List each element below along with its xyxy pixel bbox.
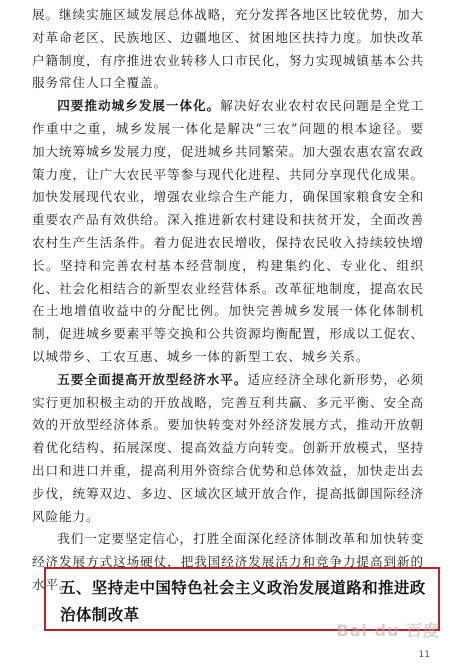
watermark-logo: Bai du 百度	[336, 621, 440, 640]
paragraph-continuation: 展。继续实施区域发展总体战略，充分发挥各地区比较优势，加大对革命老区、民族地区、边疆地区、贫困地区扶持力度。加快改革户籍制度，有序推进农业转移人口市民化，努力实现城镇基本公共服务常住人口全覆盖。	[32, 7, 424, 91]
paragraph-urban-rural	[32, 95, 424, 369]
page-number: 11	[418, 650, 430, 660]
paragraph-text: 解决好农业农村农民问题是全党工作重中之重，城乡发展一体化是解决“三农”问题的根本途径。要加大统筹城乡发展力度，促进城乡共同繁荣。加大强农惠农富农政策力度，让广大农民平等参与现代化进程、共同分享现代化成果。加快发展现代农业，增强农业综合生产能力，确保国家粮食安全和重要农产品有效供给。深入推进新农村建设和扶贫开发，全面改善农村生产生活条件。着力促进农民增收，保持农民收入持续较快增长。坚持和完善农村基本经营制度，构建集约化、专业化、组织化、社会化相结合的新型农业经营体系。改革征地制度，提高农民在土地增值收益中的分配比例。加快完善城乡发展一体化体制机制，促进城乡要素平等交换和公共资源均衡配置，形成以工促农、以城带乡、工农互惠、城乡一体的新型工农、城乡关系。	[32, 98, 425, 364]
body-text	[32, 4, 424, 597]
section-heading: 五、坚持走中国特色社会主义政治发展道路和推进政治体制改革	[60, 579, 426, 624]
paragraph-text: 适应经济全球化新形势，必须实行更加积极主动的开放战略，完善互利共赢、多元平衡、安全高效的开放型经济体系。要加快转变对外经济发展方式，推动开放朝着优化结构、拓展深度、提高效益方向转变。创新开放模式，坚持出口和进口并重，提高利用外资综合优势和总体效益，加快走出去步伐，统筹双边、多边、区域次区域开放合作，提高抵御国际经济风险能力。	[32, 371, 424, 524]
paragraph-conclusion: 我们一定要坚定信心，打胜全面深化经济体制改革和加快转变经济发展方式这场硬仗，把我国经济发展活力和竞争力提高到新的水平。	[32, 531, 424, 592]
paragraph-open-economy	[32, 369, 424, 529]
paragraph-lead: 五要全面提高开放型经济水平。	[57, 371, 248, 387]
paragraph-lead: 四要推动城乡发展一体化。	[57, 98, 221, 114]
